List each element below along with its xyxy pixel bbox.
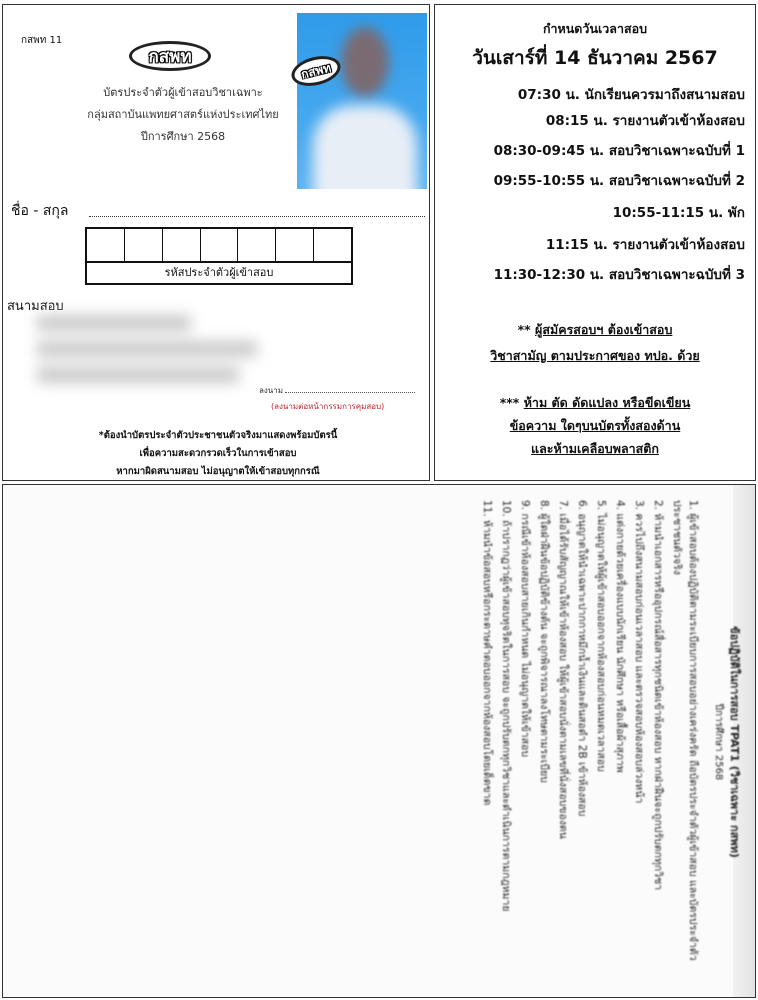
venue-label: สนามสอบ — [7, 299, 64, 314]
rule-item: 11. ห้ามนำข้อสอบหรือกระดาษคำตอบออกจากห้องสอบโดยเด็ดขาด — [481, 500, 493, 806]
schedule-item: 10:55-11:15 น. พัก — [612, 205, 745, 221]
photo-blurred-face — [341, 27, 389, 97]
id-digit-cell — [125, 229, 163, 261]
rule-item: 9. กรณีเข้าห้องสอบสายเกินกำหนด ไม่อนุญาตให้เข้าสอบ — [519, 500, 531, 758]
warning-text: ห้าม ตัด ดัดแปลง หรือขีดเขียน — [523, 395, 691, 410]
id-digit-cell — [238, 229, 276, 261]
warning-text: ผู้สมัครสอบฯ ต้องเข้าสอบ — [535, 322, 673, 337]
schedule-item: 11:15 น. รายงานตัวเข้าห้องสอบ — [545, 237, 745, 253]
schedule-item: 08:30-09:45 น. สอบวิชาเฉพาะฉบับที่ 1 — [493, 143, 745, 159]
exam-date: วันเสาร์ที่ 14 ธันวาคม 2567 — [472, 47, 718, 69]
warning-general-exam — [435, 320, 755, 340]
id-digit-cell — [276, 229, 314, 261]
name-label: ชื่อ - สกุล — [11, 203, 69, 219]
rule-item: 10. ถ้าปรากฏว่าผู้เข้าสอบทุจริตในการสอบ จะถูกปรับตกทุกวิชาและดำเนินการตามกฎหมาย — [500, 500, 512, 912]
signature-label: ลงนาม — [259, 386, 284, 395]
form-number: กสพท 11 — [21, 35, 63, 46]
warning-text: วิชาสามัญ ตามประกาศของ ทปอ. ด้วย — [490, 348, 700, 363]
schedule-item: 08:15 น. รายงานตัวเข้าห้องสอบ — [545, 113, 745, 129]
id-digit-cell — [314, 229, 351, 261]
card-organization: กลุ่มสถาบันแพทยศาสตร์แห่งประเทศไทย — [87, 108, 279, 121]
schedule-heading: กำหนดวันเวลาสอบ — [542, 21, 648, 36]
warning-text: และห้ามเคลือบพลาสติก — [531, 441, 659, 456]
photo-stamp-logo: กสพท — [288, 51, 343, 90]
card-note: เพื่อความสะดวกรวดเร็วในการเข้าสอบ — [139, 448, 297, 459]
id-digit-cell — [201, 229, 239, 261]
rule-item: 8. ผู้ใดฝ่าฝืนข้อปฏิบัติข้างต้น จะถูกพิจารณาลงโทษตามระเบียบ — [538, 500, 550, 783]
rule-item: 4. แต่งกายด้วยเครื่องแบบนักเรียน นักศึกษา หรือเสื้อผ้าสุภาพ — [614, 500, 626, 773]
rule-item: 2. ห้ามนำเอกสารหรืออุปกรณ์สื่อสารทุกชนิดเข้าห้องสอบ หากฝ่าฝืนจะถูกปรับตกทุกวิชา — [652, 500, 664, 891]
card-note: *ต้องนำบัตรประจำตัวประชาชนตัวจริงมาแสดงพร้อมบัตรนี้ — [98, 430, 338, 441]
schedule-item: 07:30 น. นักเรียนควรมาถึงสนามสอบ — [517, 87, 745, 103]
rule-item: 7. เมื่อได้รับสัญญาณให้เข้าห้องสอบ ให้ผู้เข้าสอบนั่งตามเลขที่นั่งสอบของตน — [557, 500, 569, 839]
id-digit-cells — [87, 229, 351, 263]
id-digit-cell — [163, 229, 201, 261]
rules-content — [10, 492, 750, 992]
rules-rotated-block — [10, 492, 750, 992]
rule-item: 1. ผู้เข้าสอบต้องปฏิบัติตามระเบียบการสอบอย่างเคร่งครัด ถือบัตรประจำตัวผู้เข้าสอบ และบัตรประจำตัวประชาชนตัวจริง — [671, 500, 699, 961]
warning-prefix: ** — [517, 322, 536, 337]
applicant-id-box — [85, 227, 353, 285]
warning-no-modify — [435, 393, 755, 413]
admission-card-front — [2, 4, 430, 481]
venue-redacted — [37, 315, 257, 407]
card-note: หากมาผิดสนามสอบ ไม่อนุญาตให้เข้าสอบทุกกรณี — [116, 466, 320, 477]
rules-title: ข้อปฏิบัติในการสอบ TPAT1 (วิชาเฉพาะ กสพท) — [728, 626, 741, 858]
photo-blurred-body — [313, 105, 417, 189]
admission-card-schedule — [434, 4, 756, 481]
agency-logo: กสพท — [129, 41, 211, 71]
schedule-item: 11:30-12:30 น. สอบวิชาเฉพาะฉบับที่ 3 — [493, 267, 745, 283]
signature-row — [259, 384, 415, 397]
name-fill-line — [89, 216, 425, 217]
rule-item: 6. อนุญาตให้นำเฉพาะปากกาหมึกน้ำเงินและดินสอดำ 2B เข้าห้องสอบ — [576, 500, 588, 817]
card-title: บัตรประจำตัวผู้เข้าสอบวิชาเฉพาะ — [103, 86, 263, 99]
warning-text: ข้อความ ใดๆบนบัตรทั้งสองด้าน — [509, 418, 681, 433]
signature-caption: (ลงนามต่อหน้ากรรมการคุมสอบ) — [271, 402, 385, 411]
id-digit-cell — [87, 229, 125, 261]
rule-item: 3. ควรไปถึงสนามสอบก่อนเวลาสอบ และตรวจสอบห้องสอบล่วงหน้า — [633, 500, 645, 804]
rules-year: ปีการศึกษา 2568 — [713, 703, 724, 781]
warning-prefix: *** — [499, 395, 524, 410]
signature-line — [285, 392, 415, 393]
schedule-item: 09:55-10:55 น. สอบวิชาเฉพาะฉบับที่ 2 — [493, 173, 745, 189]
applicant-photo — [297, 13, 427, 189]
rule-item: 5. ไม่อนุญาตให้ผู้เข้าสอบออกจากห้องสอบก่อนหมดเวลาสอบ — [595, 500, 607, 772]
exam-rules-sheet — [2, 484, 756, 998]
card-academic-year: ปีการศึกษา 2568 — [140, 130, 226, 143]
applicant-id-label: รหัสประจำตัวผู้เข้าสอบ — [164, 266, 274, 279]
